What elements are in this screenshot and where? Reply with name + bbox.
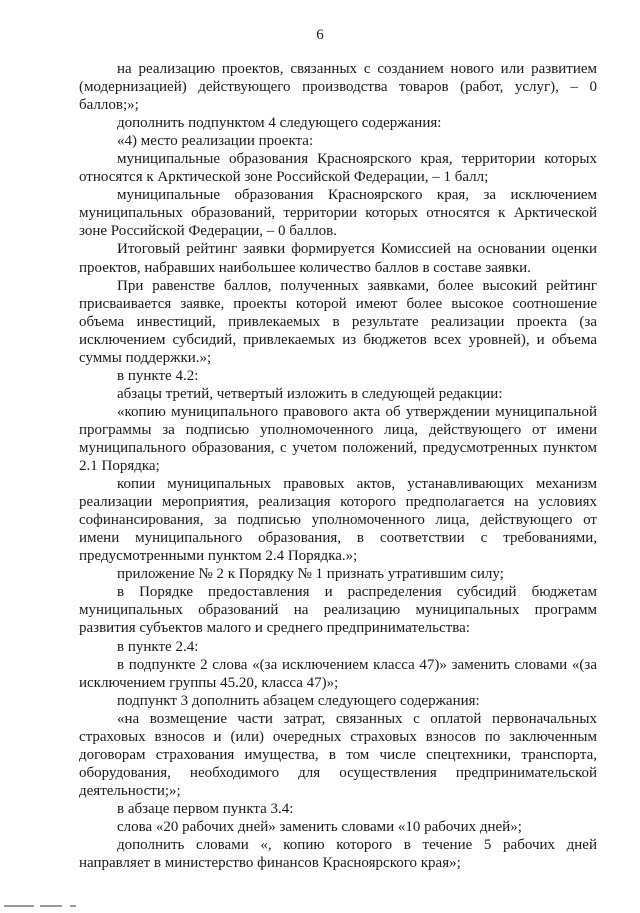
paragraph: «на возмещение части затрат, связанных с оплатой первоначальных страховых взносов и (или) очередных страховых взносов по заключенным договорам страхования имущества, в том числе спецтехники, транспорта, оборудования, необходимого для осуществления предпринимательской деятельности;»; [79,710,597,799]
paragraph: копии муниципальных правовых актов, устанавливающих механизм реализации мероприятия, реализация которого предполагается на условиях софинансирования, за подписью уполномоченного лица, действующего от имени муниципального образования, в соответствии с требованиями, предусмотренными пунктом 2.4 Порядка.»; [79,476,597,565]
paragraph: абзацы третий, четвертый изложить в следующей редакции: [117,385,503,402]
scan-mark [4,905,34,907]
paragraph: дополнить словами «, копию которого в течение 5 рабочих дней направляет в министерство финансов Красноярского края»; [79,837,597,872]
paragraph: в пункте 4.2: [117,367,199,384]
paragraph: на реализацию проектов, связанных с созданием нового или развитием (модернизацией) действующего производства товаров (работ, услуг), – 0 баллов;»; [79,61,597,114]
paragraph: муниципальные образования Красноярского края, за исключением муниципальных образований, территории которых относятся к Арктической зоне Российской Федерации, – 0 баллов. [79,187,597,240]
page-number: 6 [316,27,324,43]
paragraph: в Порядке предоставления и распределения субсидий бюджетам муниципальных образований на реализацию муниципальных программ развития субъектов малого и среднего предпринимательства: [79,584,597,637]
paragraph: в пункте 2.4: [117,638,199,655]
paragraph: приложение № 2 к Порядку № 1 признать утратившим силу; [117,566,504,583]
scan-mark [40,905,62,907]
document-body [79,60,597,872]
paragraph: в подпункте 2 слова «(за исключением класса 47)» заменить словами «(за исключением группы 45.20, класса 47)»; [79,656,597,691]
paragraph: слова «20 рабочих дней» заменить словами «10 рабочих дней»; [117,818,522,835]
paragraph: дополнить подпунктом 4 следующего содержания: [117,115,442,132]
scan-mark [70,905,76,907]
paragraph: подпункт 3 дополнить абзацем следующего содержания: [117,692,480,709]
paragraph: в абзаце первом пункта 3.4: [117,800,294,817]
scan-edge-marks [0,905,120,909]
paragraph: «4) место реализации проекта: [117,133,314,150]
paragraph: Итоговый рейтинг заявки формируется Комиссией на основании оценки проектов, набравших наибольшее количество баллов в составе заявки. [79,241,597,276]
paragraph: муниципальные образования Красноярского края, территории которых относятся к Арктической зоне Российской Федерации, – 1 балл; [79,151,597,186]
paragraph: При равенстве баллов, полученных заявками, более высокий рейтинг присваивается заявке, проекты которой имеют более высокое соотношение объема инвестиций, привлекаемых в результате реализации проекта (за исключением субсидий, привлекаемых из бюджетов всех уровней), и объема суммы поддержки.»; [79,277,597,366]
paragraph: «копию муниципального правового акта об утверждении муниципальной программы за подписью уполномоченного лица, действующего от имени муниципального образования, с учетом положений, предусмотренных пунктом 2.1 Порядка; [79,403,597,475]
